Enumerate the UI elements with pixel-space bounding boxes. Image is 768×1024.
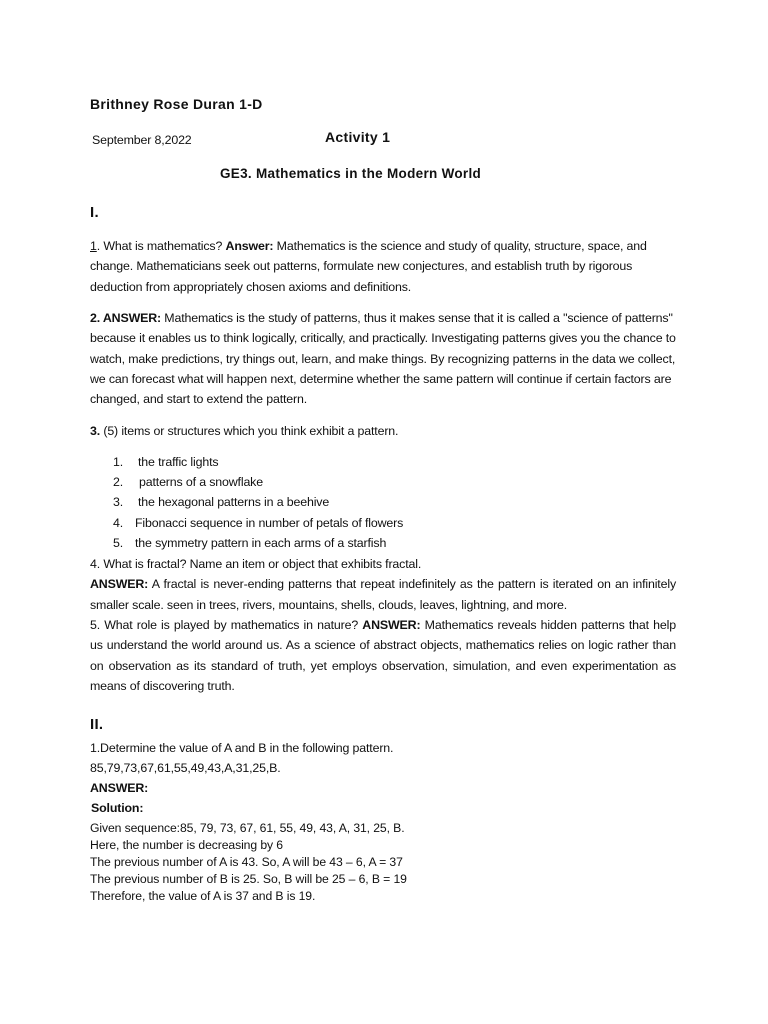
- question-4: [90, 554, 676, 615]
- part-two-label: II.: [90, 716, 104, 733]
- q4-answer: A fractal is never-ending patterns that repeat indefinitely as the pattern is iterated on an infinitely smaller scale. seen in trees, rivers, mountains, shells, clouds, leaves, lightning, and more.: [90, 577, 676, 612]
- list-item-text: patterns of a snowflake: [139, 475, 263, 490]
- solution-line: The previous number of A is 43. So, A will be 43 – 6, A = 37: [90, 855, 403, 869]
- q3-question: (5) items or structures which you think exhibit a pattern.: [100, 424, 399, 438]
- q4-question: 4. What is fractal? Name an item or object that exhibits fractal.: [90, 557, 422, 571]
- date: September 8,2022: [92, 133, 192, 147]
- q3-number: 3.: [90, 424, 101, 438]
- question-1: [90, 236, 676, 297]
- solution-label: Solution:: [91, 801, 144, 815]
- solution-line: Given sequence:85, 79, 73, 67, 61, 55, 49, 43, A, 31, 25, B.: [90, 821, 405, 835]
- q2-answer: Mathematics is the study of patterns, thus it makes sense that it is called a "science of patterns" because it enables us to think logically, critically, and practically. Investigating patterns gives you the chance to watch, make predictions, try things out, learn, and make things. By recognizing patterns in the data we collect, we can forecast what will happen next, determine whether the same pattern will continue if certain factors are changed, and start to extend the pattern.: [90, 311, 676, 407]
- solution-line: Here, the number is decreasing by 6: [90, 838, 283, 852]
- question-5: [90, 615, 676, 696]
- q4-answer-label: ANSWER:: [90, 577, 149, 592]
- q5-answer: Mathematics reveals hidden patterns that help us understand the world around us. As a science of abstract objects, mathematics relies on logic rather than on observation as its standard of truth, yet employs observation, simulation, and even experimentation as means of discovering truth.: [90, 618, 676, 693]
- q5-answer-label: ANSWER:: [362, 618, 421, 632]
- list-item-text: the traffic lights: [138, 455, 219, 469]
- q1-question: . What is mathematics?: [96, 239, 226, 253]
- list-item-number: 5.: [113, 535, 124, 550]
- list-item-text: the symmetry pattern in each arms of a starfish: [135, 535, 387, 550]
- q5-question: 5. What role is played by mathematics in nature?: [90, 618, 363, 632]
- course-title: GE3. Mathematics in the Modern World: [220, 166, 482, 181]
- student-name: Brithney Rose Duran 1-D: [90, 96, 263, 112]
- number-sequence: 85,79,73,67,61,55,49,43,A,31,25,B.: [90, 761, 281, 775]
- q4-answer-block: [90, 574, 676, 615]
- part-two-question: 1.Determine the value of A and B in the following pattern.: [90, 741, 394, 755]
- activity-title: Activity 1: [325, 129, 391, 145]
- list-item-text: the hexagonal patterns in a beehive: [138, 495, 330, 510]
- part-one-label: I.: [90, 204, 99, 221]
- part-two-answer-label: ANSWER:: [90, 781, 149, 795]
- q1-answer-label: Answer:: [225, 239, 274, 253]
- question-3: [90, 421, 398, 441]
- list-item-number: 1.: [113, 455, 124, 469]
- q2-answer-label: 2. ANSWER:: [90, 311, 162, 325]
- list-item-number: 4.: [113, 515, 124, 530]
- list-item-text: Fibonacci sequence in number of petals of flowers: [135, 515, 404, 530]
- q1-answer: Mathematics is the science and study of quality, structure, space, and change. Mathematicians seek out patterns, formulate new conjectures, and establish truth by rigorous deduction from appropriately chosen axioms and definitions.: [90, 239, 647, 294]
- solution-line: Therefore, the value of A is 37 and B is 19.: [90, 889, 316, 903]
- list-item-number: 2.: [113, 475, 124, 490]
- list-item-number: 3.: [113, 495, 124, 510]
- q1-number: 1: [90, 239, 97, 253]
- question-2: [90, 308, 676, 409]
- solution-line: The previous number of B is 25. So, B will be 25 – 6, B = 19: [90, 872, 407, 886]
